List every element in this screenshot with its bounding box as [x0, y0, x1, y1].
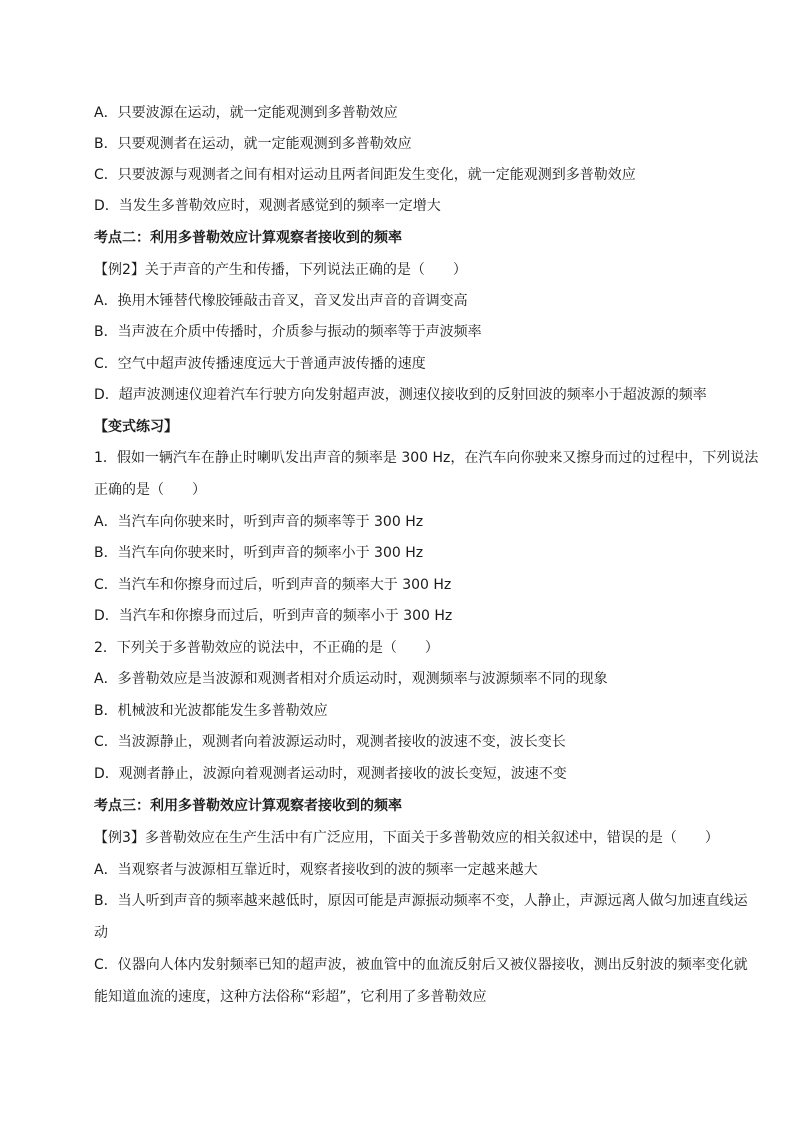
example-2-option-a: A．换用木锤替代橡胶锤敲击音叉，音叉发出声音的音调变高 [94, 293, 468, 309]
option-b-q0: B．只要观测者在运动，就一定能观测到多普勒效应 [94, 136, 412, 152]
example-3-option-c: C．仪器向人体内发射频率已知的超声波，被血管中的血流反射后又被仪器接收，测出反射波的频率变化就 [94, 957, 748, 973]
example-3-stem: 【例3】多普勒效应在生产生活中有广泛应用，下面关于多普勒效应的相关叙述中，错误的是（ ） [94, 830, 719, 846]
practice-2-option-a: A．多普勒效应是当波源和观测者相对介质运动时，观测频率与波源频率不同的现象 [94, 671, 608, 687]
practice-1-option-d: D．当汽车和你擦身而过后，听到声音的频率小于 300 Hz [94, 608, 453, 624]
example-3-option-b: B．当人听到声音的频率越来越低时，原因可能是声源振动频率不变，人静止，声源远离人做匀加速直线运 [94, 893, 748, 909]
practice-1-stem: 1．假如一辆汽车在静止时喇叭发出声音的频率是 300 Hz，在汽车向你驶来又擦身而过的过程中，下列说法 [94, 450, 759, 466]
practice-1-stem-cont: 正确的是（ ） [94, 482, 206, 498]
section-heading-2: 考点二：利用多普勒效应计算观察者接收到的频率 [94, 230, 402, 246]
option-d-q0: D．当发生多普勒效应时，观测者感觉到的频率一定增大 [94, 198, 441, 214]
practice-1-option-a: A．当汽车向你驶来时，听到声音的频率等于 300 Hz [94, 514, 424, 530]
example-2-option-c: C．空气中超声波传播速度远大于普通声波传播的速度 [94, 356, 426, 372]
option-a-q0: A．只要波源在运动，就一定能观测到多普勒效应 [94, 105, 398, 121]
example-3-option-a: A．当观察者与波源相互靠近时，观察者接收到的波的频率一定越来越大 [94, 862, 538, 878]
example-2-stem: 【例2】关于声音的产生和传播，下列说法正确的是（ ） [94, 262, 467, 278]
practice-2-option-c: C．当波源静止，观测者向着波源运动时，观测者接收的波速不变，波长变长 [94, 734, 566, 750]
option-c-q0: C．只要波源与观测者之间有相对运动且两者间距发生变化，就一定能观测到多普勒效应 [94, 167, 636, 183]
practice-1-option-b: B．当汽车向你驶来时，听到声音的频率小于 300 Hz [94, 545, 424, 561]
example-2-option-b: B．当声波在介质中传播时，介质参与振动的频率等于声波频率 [94, 324, 482, 340]
practice-1-option-c: C．当汽车和你擦身而过后，听到声音的频率大于 300 Hz [94, 577, 452, 593]
practice-2-stem: 2．下列关于多普勒效应的说法中，不正确的是（ ） [94, 640, 439, 656]
example-3-option-c-cont: 能知道血流的速度，这种方法俗称“彩超”，它利用了多普勒效应 [94, 989, 487, 1005]
practice-2-option-b: B．机械波和光波都能发生多普勒效应 [94, 703, 328, 719]
section-heading-3: 考点三：利用多普勒效应计算观察者接收到的频率 [94, 798, 402, 814]
practice-heading: 【变式练习】 [94, 419, 178, 435]
practice-2-option-d: D．观测者静止，波源向着观测者运动时，观测者接收的波长变短，波速不变 [94, 766, 567, 782]
example-2-option-d: D．超声波测速仪迎着汽车行驶方向发射超声波，测速仪接收到的反射回波的频率小于超波源的频率 [94, 387, 707, 403]
example-3-option-b-cont: 动 [94, 925, 108, 941]
